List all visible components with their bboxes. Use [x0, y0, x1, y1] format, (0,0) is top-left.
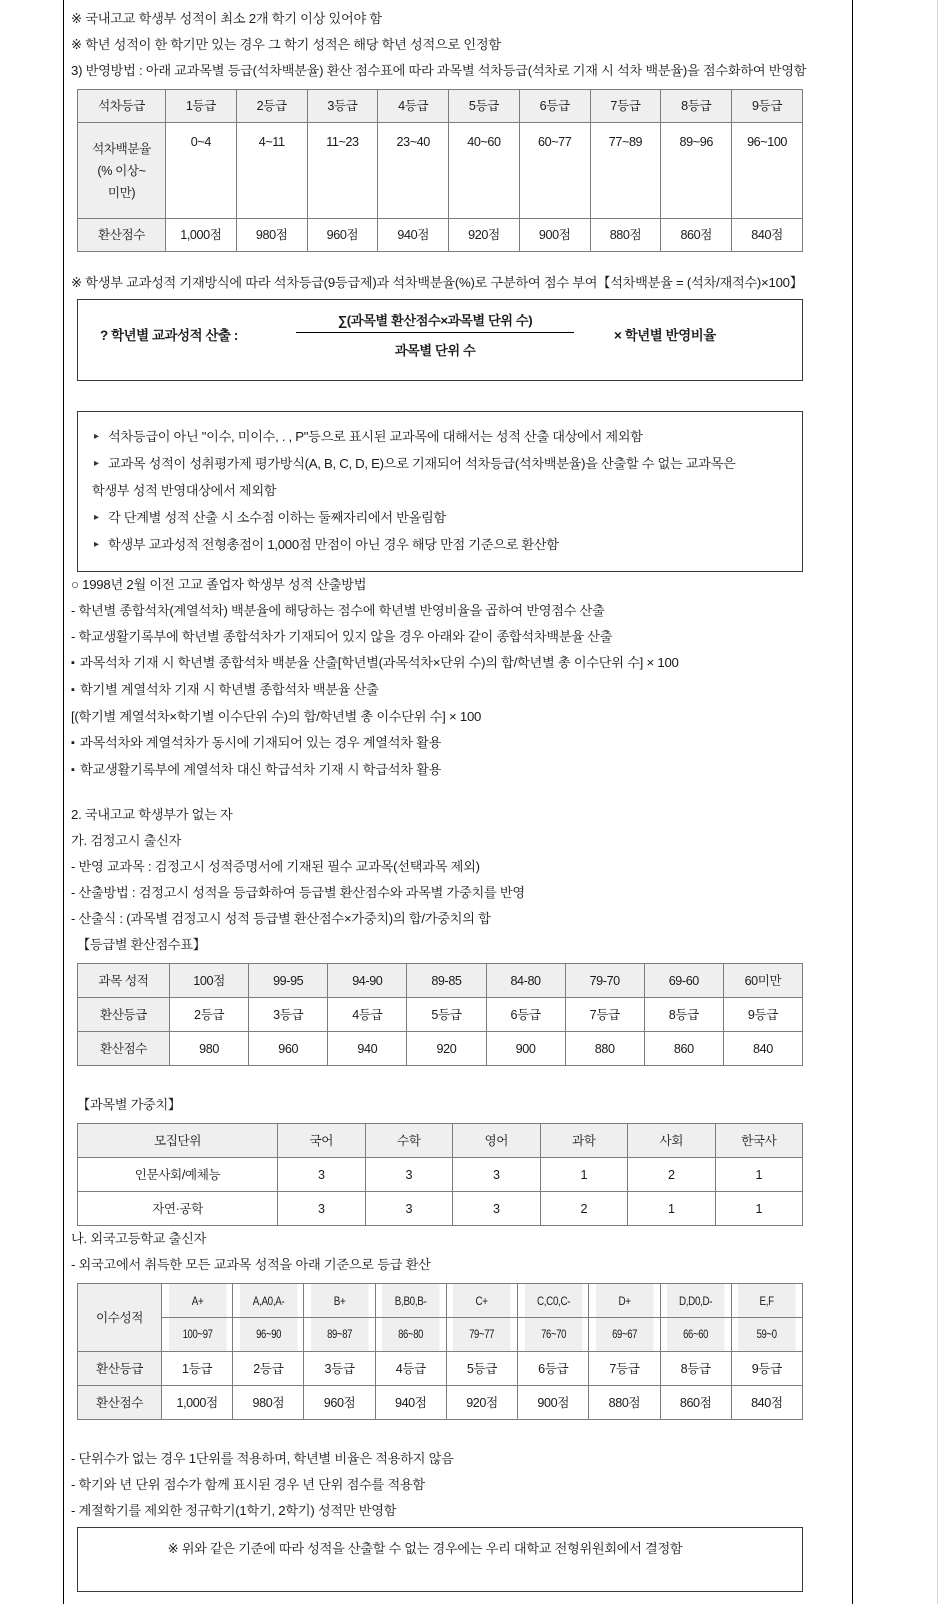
table-row	[78, 1158, 803, 1192]
dot-text: 학기별 계열석차 기재 시 학년별 종합석차 백분율 산출	[80, 682, 379, 698]
list-item	[92, 424, 788, 449]
foreign-school-conversion-table	[77, 1283, 803, 1420]
foreign-conv-grade: 3등급	[304, 1352, 375, 1386]
rank-score-cell: 860점	[661, 219, 732, 252]
foreign-letter-grade: D+	[595, 1284, 653, 1318]
intro-note-2: ※ 학년 성적이 한 학기만 있는 경우 그 학기 성적은 해당 학년 성적으로 인정함	[71, 37, 501, 52]
gum-score-cell: 89-85	[407, 964, 486, 998]
weight-header-subject: 사회	[628, 1124, 716, 1158]
percent-label-line3: 미만)	[107, 185, 136, 200]
formula-multiplier: × 학년별 반영비율	[614, 328, 716, 343]
gum-score-cell: 100점	[170, 964, 249, 998]
gum-label-points: 환산점수	[78, 1032, 170, 1066]
foreign-conv-grade: 6등급	[518, 1352, 589, 1386]
gum-points-cell: 920	[407, 1032, 486, 1066]
foreign-conv-score: 940점	[375, 1386, 446, 1420]
foreign-score-range: 96~90	[239, 1318, 297, 1352]
rank-grade-cell: 8등급	[661, 90, 732, 123]
foreign-score-range: 66~60	[666, 1318, 724, 1352]
weight-header-subject: 한국사	[715, 1124, 803, 1158]
gum-points-cell: 880	[565, 1032, 644, 1066]
exclusion-rules-box	[77, 411, 803, 572]
foreign-conv-grade: 5등급	[446, 1352, 517, 1386]
gum-points-cell: 960	[249, 1032, 328, 1066]
gum-points-cell: 980	[170, 1032, 249, 1066]
table-row	[78, 219, 803, 252]
foreign-conv-score: 960점	[304, 1386, 375, 1420]
table-row	[78, 1284, 803, 1318]
square-bullet-icon: ▪	[71, 764, 75, 777]
table-row	[78, 1318, 803, 1352]
foreign-conv-score: 840점	[731, 1386, 802, 1420]
rank-score-cell: 1,000점	[166, 219, 237, 252]
formula-label: ? 학년별 교과성적 산출 :	[100, 328, 238, 343]
rank-table-label-percent	[78, 123, 166, 219]
foreign-letter-grade: E,F	[738, 1284, 796, 1318]
foreign-label-conv-score: 환산점수	[78, 1386, 162, 1420]
foreign-letter-grade: D,D0,D-	[666, 1284, 724, 1318]
section-b-line-1: - 외국고에서 취득한 모든 교과목 성적을 아래 기준으로 등급 환산	[71, 1257, 431, 1273]
final-decision-note-box	[77, 1527, 803, 1592]
gum-score-cell: 94-90	[328, 964, 407, 998]
table-row	[78, 1192, 803, 1226]
foreign-label-conv-grade: 환산등급	[78, 1352, 162, 1386]
weight-header-unit: 모집단위	[78, 1124, 278, 1158]
weight-value: 2	[628, 1158, 716, 1192]
percentile-note: ※ 학생부 교과성적 기재방식에 따라 석차등급(9등급제)과 석차백분율(%)로 구분하여 점수 부여【석차백분율 = (석차/재적수)×100】	[71, 275, 803, 290]
table-row	[78, 123, 803, 219]
triangle-bullet-icon: ▸	[94, 539, 99, 550]
foreign-score-range: 89~87	[310, 1318, 368, 1352]
dot-text: 과목석차 기재 시 학년별 종합석차 백분율 산출[학년별(과목석차×단위 수)의 합/학년별 총 이수단위 수] × 100	[80, 655, 679, 670]
weight-value: 1	[540, 1158, 628, 1192]
pre1998-dot-3	[71, 730, 841, 756]
rank-score-cell: 960점	[307, 219, 378, 252]
formula-fraction	[290, 310, 580, 359]
weight-row-unit: 인문사회/예체능	[78, 1158, 278, 1192]
table-row	[78, 90, 803, 123]
section2-line-2: - 산출방법 : 검정고시 성적을 등급화하여 등급별 환산점수와 과목별 가중치를 반영	[71, 885, 525, 901]
foreign-conv-grade: 7등급	[589, 1352, 660, 1386]
foreign-letter-grade: C+	[453, 1284, 511, 1318]
percent-label-line1: 석차백분율	[92, 141, 151, 156]
foreign-conv-score: 980점	[233, 1386, 304, 1420]
foreign-conv-score: 920점	[446, 1386, 517, 1420]
pre1998-plain-1: [(학기별 계열석차×학기별 이수단위 수)의 합/학년별 총 이수단위 수] × 100	[71, 709, 482, 725]
foreign-score-range: 79~77	[453, 1318, 511, 1352]
list-item-continuation: 학생부 성적 반영대상에서 제외함	[92, 483, 277, 498]
foreign-conv-score: 900점	[518, 1386, 589, 1420]
gum-grade-cell: 2등급	[170, 998, 249, 1032]
foreign-conv-grade: 4등급	[375, 1352, 446, 1386]
bullet-text: 학생부 교과성적 전형총점이 1,000점 만점이 아닌 경우 해당 만점 기준으로 환산함	[108, 537, 559, 552]
weight-value: 2	[540, 1192, 628, 1226]
weight-value: 3	[453, 1158, 541, 1192]
foreign-label-achievement: 이수성적	[78, 1284, 162, 1352]
gum-score-cell: 84-80	[486, 964, 565, 998]
gum-score-cell: 60미만	[723, 964, 802, 998]
rank-percent-cell: 4~11	[236, 123, 307, 219]
rank-grade-cell: 9등급	[732, 90, 803, 123]
pre1998-heading: ○ 1998년 2월 이전 고교 졸업자 학생부 성적 산출방법	[71, 577, 367, 592]
section2-sub-a: 가. 검정고시 출신자	[71, 833, 182, 849]
footer-line-2: - 학기와 년 단위 점수가 함께 표시된 경우 년 단위 점수를 적용함	[71, 1477, 425, 1493]
foreign-conv-grade: 9등급	[731, 1352, 802, 1386]
gum-grade-cell: 3등급	[249, 998, 328, 1032]
gum-points-cell: 940	[328, 1032, 407, 1066]
pre1998-dot-2	[71, 677, 841, 703]
rank-percent-cell: 60~77	[519, 123, 590, 219]
foreign-conv-score: 880점	[589, 1386, 660, 1420]
foreign-letter-grade: A,A0,A-	[239, 1284, 297, 1318]
page-right-rule	[937, 0, 938, 1604]
weight-value: 3	[453, 1192, 541, 1226]
weight-header-subject: 과학	[540, 1124, 628, 1158]
foreign-letter-grade: C,C0,C-	[524, 1284, 582, 1318]
bullet-text: 석차등급이 아닌 "이수, 미이수, . , P"등으로 표시된 교과목에 대해서는 성적 산출 대상에서 제외함	[108, 429, 643, 444]
footer-line-1: - 단위수가 없는 경우 1단위를 적용하며, 학년별 비율은 적용하지 않음	[71, 1451, 454, 1467]
weight-value: 3	[278, 1158, 366, 1192]
rank-score-cell: 900점	[519, 219, 590, 252]
weight-header-subject: 영어	[453, 1124, 541, 1158]
square-bullet-icon: ▪	[71, 684, 75, 697]
gum-label-score: 과목 성적	[78, 964, 170, 998]
gum-points-cell: 840	[723, 1032, 802, 1066]
rank-grade-cell: 7등급	[590, 90, 661, 123]
table-row	[78, 1386, 803, 1420]
gum-grade-cell: 9등급	[723, 998, 802, 1032]
rank-score-cell: 840점	[732, 219, 803, 252]
section2-line-3: - 산출식 : (과목별 검정고시 성적 등급별 환산점수×가중치)의 합/가중치의 합	[71, 911, 491, 927]
section-b-sub: 나. 외국고등학교 출신자	[71, 1231, 207, 1247]
foreign-score-range: 76~70	[524, 1318, 582, 1352]
weight-header-subject: 수학	[365, 1124, 453, 1158]
square-bullet-icon: ▪	[71, 657, 75, 670]
rank-score-cell: 880점	[590, 219, 661, 252]
table-row	[78, 1124, 803, 1158]
list-item	[92, 532, 788, 557]
rank-grade-cell: 2등급	[236, 90, 307, 123]
gum-score-cell: 79-70	[565, 964, 644, 998]
rank-grade-cell: 1등급	[166, 90, 237, 123]
footer-line-3: - 계절학기를 제외한 정규학기(1학기, 2학기) 성적만 반영함	[71, 1503, 397, 1519]
subject-weight-table	[77, 1123, 803, 1226]
document-content	[71, 6, 853, 1592]
section2-heading: 2. 국내고교 학생부가 없는 자	[71, 807, 233, 823]
foreign-conv-grade: 8등급	[660, 1352, 731, 1386]
table-row	[78, 1032, 803, 1066]
weight-value: 3	[365, 1158, 453, 1192]
rank-score-cell: 980점	[236, 219, 307, 252]
weight-row-unit: 자연·공학	[78, 1192, 278, 1226]
pre1998-dot-1	[71, 650, 841, 676]
gum-grade-cell: 7등급	[565, 998, 644, 1032]
rank-grade-table	[77, 89, 803, 252]
rank-score-cell: 920점	[449, 219, 520, 252]
table-row	[78, 998, 803, 1032]
foreign-letter-grade: B,B0,B-	[382, 1284, 440, 1318]
rank-grade-cell: 4등급	[378, 90, 449, 123]
pre1998-dash-2: - 학교생활기록부에 학년별 종합석차가 기재되어 있지 않을 경우 아래와 같이 종합석차백분율 산출	[71, 629, 613, 644]
rank-percent-cell: 40~60	[449, 123, 520, 219]
gum-points-cell: 860	[644, 1032, 723, 1066]
rank-score-cell: 940점	[378, 219, 449, 252]
pre1998-dot-4	[71, 757, 841, 783]
bullet-text: 교과목 성적이 성취평가제 평가방식(A, B, C, D, E)으로 기재되어 석차등급(석차백분율)을 산출할 수 없는 교과목은	[108, 456, 736, 471]
foreign-conv-score: 1,000점	[162, 1386, 233, 1420]
formula-numerator: ∑(과목별 환산점수×과목별 단위 수)	[337, 313, 533, 328]
dot-text: 학교생활기록부에 계열석차 대신 학급석차 기재 시 학급석차 활용	[80, 762, 442, 778]
table-row	[78, 964, 803, 998]
fraction-bar	[296, 332, 574, 333]
rank-table-label-score: 환산점수	[78, 219, 166, 252]
rank-grade-cell: 5등급	[449, 90, 520, 123]
gum-label-grade: 환산등급	[78, 998, 170, 1032]
rank-table-label-grade: 석차등급	[78, 90, 166, 123]
intro-note-1: ※ 국내고교 학생부 성적이 최소 2개 학기 이상 있어야 함	[71, 11, 382, 26]
gum-points-cell: 900	[486, 1032, 565, 1066]
weight-value: 3	[278, 1192, 366, 1226]
rank-grade-cell: 3등급	[307, 90, 378, 123]
rank-percent-cell: 89~96	[661, 123, 732, 219]
weight-value: 3	[365, 1192, 453, 1226]
gum-score-cell: 69-60	[644, 964, 723, 998]
reflection-method-line: 3) 반영방법 : 아래 교과목별 등급(석차백분율) 환산 점수표에 따라 과목별 석차등급(석차로 기재 시 석차 백분율)을 점수화하여 반영함	[71, 63, 807, 78]
rank-percent-cell: 0~4	[166, 123, 237, 219]
gum-grade-cell: 8등급	[644, 998, 723, 1032]
foreign-score-range: 69~67	[595, 1318, 653, 1352]
rank-grade-cell: 6등급	[519, 90, 590, 123]
foreign-conv-grade: 1등급	[162, 1352, 233, 1386]
gum-grade-cell: 4등급	[328, 998, 407, 1032]
rank-percent-cell: 96~100	[732, 123, 803, 219]
final-decision-note: ※ 위와 같은 기준에 따라 성적을 산출할 수 없는 경우에는 우리 대학교 전형위원회에서 결정함	[167, 1541, 683, 1557]
gum-grade-cell: 6등급	[486, 998, 565, 1032]
weight-value: 1	[715, 1192, 803, 1226]
bullet-text: 각 단계별 성적 산출 시 소수점 이하는 둘째자리에서 반올림함	[108, 510, 446, 525]
foreign-score-range: 100~97	[168, 1318, 226, 1352]
table-row	[78, 1352, 803, 1386]
formula-denominator: 과목별 단위 수	[394, 343, 476, 358]
weight-value: 1	[715, 1158, 803, 1192]
foreign-score-range: 86~80	[382, 1318, 440, 1352]
square-bullet-icon: ▪	[71, 737, 75, 750]
weight-header-subject: 국어	[278, 1124, 366, 1158]
triangle-bullet-icon: ▸	[94, 458, 99, 469]
percent-label-line2: (% 이상~	[97, 163, 146, 178]
triangle-bullet-icon: ▸	[94, 512, 99, 523]
dot-text: 과목석차와 계열석차가 동시에 기재되어 있는 경우 계열석차 활용	[80, 735, 442, 751]
foreign-conv-grade: 2등급	[233, 1352, 304, 1386]
rank-percent-cell: 77~89	[590, 123, 661, 219]
gum-score-cell: 99-95	[249, 964, 328, 998]
pre1998-dash-1: - 학년별 종합석차(계열석차) 백분율에 해당하는 점수에 학년별 반영비율을 곱하여 반영점수 산출	[71, 603, 605, 618]
foreign-letter-grade: B+	[310, 1284, 368, 1318]
list-item	[92, 451, 788, 476]
weight-table-title: 【과목별 가중치】	[77, 1097, 181, 1113]
list-item	[92, 505, 788, 530]
foreign-letter-grade: A+	[168, 1284, 226, 1318]
qualification-exam-conversion-table	[77, 963, 803, 1066]
foreign-conv-score: 860점	[660, 1386, 731, 1420]
gum-table-title: 【등급별 환산점수표】	[77, 937, 206, 953]
rank-percent-cell: 11~23	[307, 123, 378, 219]
weight-value: 1	[628, 1192, 716, 1226]
foreign-score-range: 59~0	[738, 1318, 796, 1352]
formula-box	[77, 299, 803, 381]
triangle-bullet-icon: ▸	[94, 431, 99, 442]
rank-percent-cell: 23~40	[378, 123, 449, 219]
section2-line-1: - 반영 교과목 : 검정고시 성적증명서에 기재된 필수 교과목(선택과목 제외)	[71, 859, 480, 875]
gum-grade-cell: 5등급	[407, 998, 486, 1032]
